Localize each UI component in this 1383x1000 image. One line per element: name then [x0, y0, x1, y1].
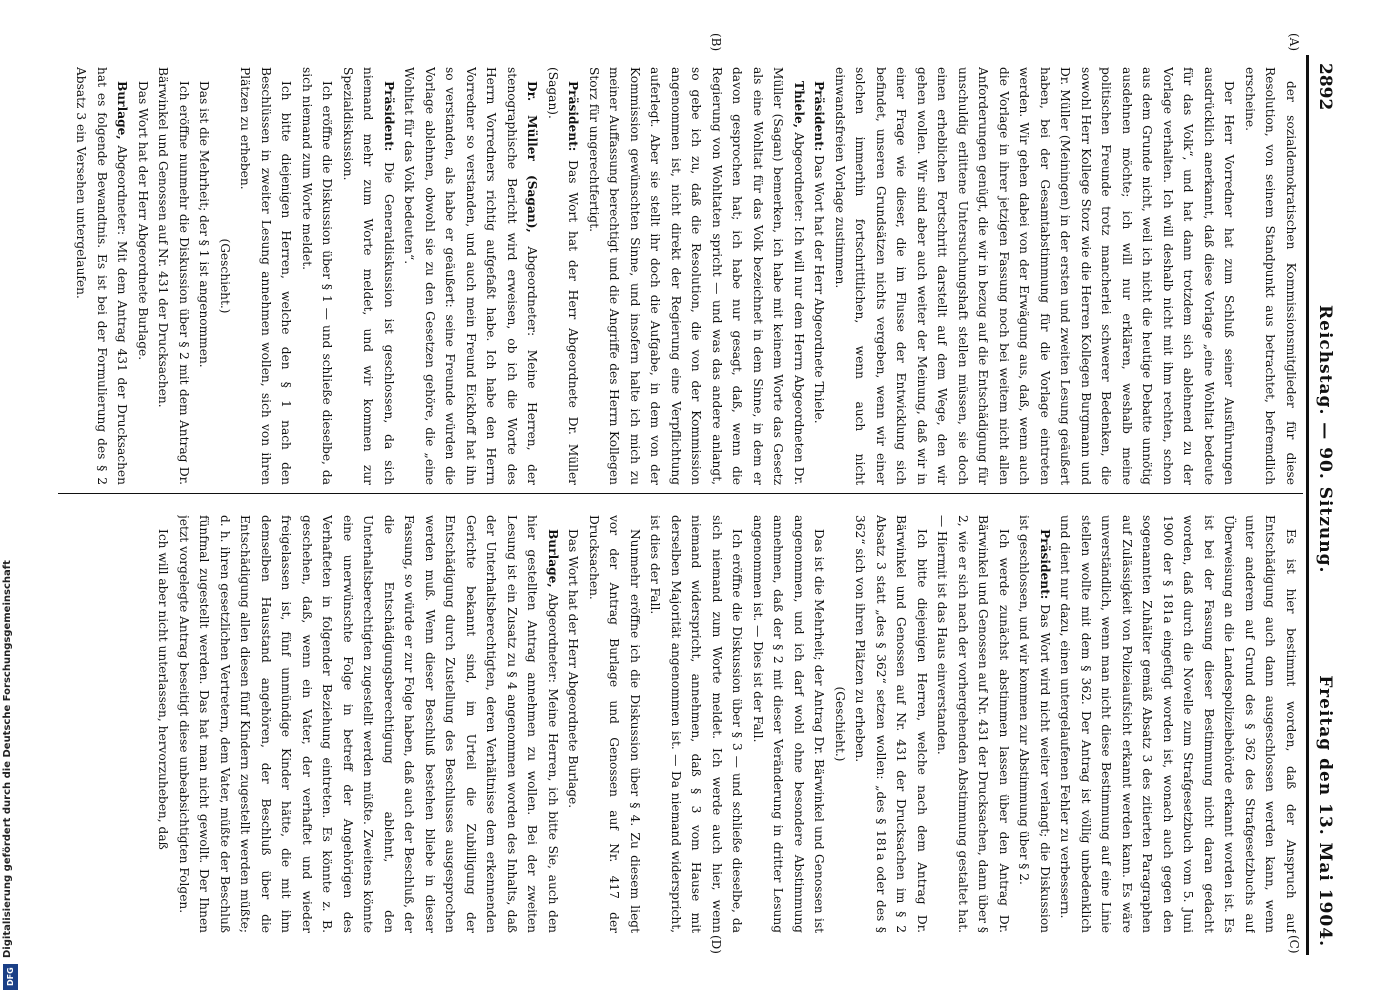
speaker-name: Präsident: [1038, 529, 1052, 600]
paragraph-text: Nunmehr eröffne ich die Diskussion über § 4. Zu diesem liegt vor der Antrag Burlage und Genossen auf Nr. 417 der Drucksachen. [587, 515, 642, 933]
paragraph-text: Ich eröffne die Diskussion über § 1 — und schließe dieselbe, da sich niemand zum Worte meldet. [300, 67, 335, 485]
paragraph [830, 515, 851, 933]
paragraph [235, 67, 297, 485]
speaker-name: Burlage, [546, 529, 560, 588]
rotated-document-page [53, 33, 1343, 955]
paragraph-text: Das Wort hat der Herr Abgeordnete Burlage. [136, 81, 150, 361]
paragraph [338, 67, 400, 485]
paragraph-text: Es ist hier bestimmt worden, daß der Anspruch auf Entschädigung auch dann ausgeschlossen werden kann, wenn unter anderem auf Grund des § 362 des Strafgesetzbuchs auf Überweisung an die Landespolizeibehörde erkannt worden ist. Es ist bei der Fassung dieser Bestimmung nicht daran gedacht worden, daß durch die Novelle zum Strafgesetzbuch vom 5. Juni 1900 der § 181a eingefügt worden ist, wonach auch gegen den sogenannten Zuhälter gemäß Absatz 3 des zitierten Paragraphen auf Zulässigkeit von Polizeiaufsicht erkannt werden kann. Es wäre unverständlich, wenn man nicht diese Bestimmung auf eine Linie stellen wollte mit dem § 362. Der Antrag ist völlig unbedenklich und dient nur dazu, einen untergelaufenen Fehler zu verbessern. [1058, 515, 1298, 933]
paragraph-text: Abgeordneter: Meine Herren, ich bitte Sie, auch den hier gestellten Antrag annehmen zu wollen. Bei der zweiten Lesung ist ein Zusatz zu § 4 angenommen worden des Inhalts, daß der Unterhaltsberechtigten, deren Verhältnisse dem erkennenden Gerichte bekannt sind, im Urteil die Zubilligung der Entschädigung durch Zustellung des Beschlusses ausgesprochen werden muß. Wenn dieser Beschluß bestehen bliebe in dieser Fassung, so würde er zur Folge haben, daß auch der Beschluß, der die Entschädigungsberechtigung ablehnt, den Unterhaltsberechtigten zugestellt werden müßte. Zweitens könnte eine unerwünschte Folge in betreff der Angehörigen des Verhafteten in folgender Beziehung eintreten. Es könnte z. B. geschehen, daß, wenn ein Vater, der verhaftet und wieder freigelassen ist, fünf unmündige Kinder hätte, die mit ihm demselben Hausstand angehören, der Beschluß über die Entschädigung allen diesen fünf Kindern zugestellt werden müßte; d. h. ihren gesetzlichen Vertretern, dem Vater, müßte der Beschluß fünfmal zugestellt werden. Das hat man nicht gewollt. Der Ihnen jetzt vorgelegte Antrag beseitigt diese unbeabsichtigten Folgen. [177, 515, 560, 933]
paragraph [809, 67, 830, 485]
paragraph [563, 515, 584, 933]
paragraph [932, 515, 1014, 933]
paragraph-text: Das Wort hat der Herr Abgeordnete Dr. Müller (Sagan). [546, 67, 581, 485]
paragraph-text: Das Wort hat der Herr Abgeordnete Burlage. [566, 529, 581, 809]
digitization-footer [2, 560, 20, 993]
speaker-name: Präsident: [566, 81, 581, 152]
page-number: 2892 [1315, 63, 1335, 111]
paragraph [830, 67, 1240, 485]
page-header [1306, 55, 1343, 955]
funding-credit: Digitalisierung gefördert durch die Deutsche Forschungsgemeinschaft [2, 560, 13, 958]
paragraph [1240, 67, 1302, 485]
paragraph [71, 67, 133, 485]
paragraph [153, 515, 174, 933]
paragraph [543, 67, 584, 485]
paragraph-text: Abgeordneter: Mit dem Antrag 431 der Drucksachen hat es folgende Bewandtnis. Es ist bei der Formulierung des § 2 Absatz 3 ein Versehen untergelaufen. [74, 67, 130, 485]
paragraph-text: (Geschieht.) [833, 686, 847, 762]
paragraph [174, 515, 564, 933]
paragraph-text: Ich eröffne nunmehr die Diskussion über § 2 mit dem Antrag Dr. Bärwinkel und Genossen auf Nr. 431 der Drucksachen. [156, 67, 191, 485]
paragraph-text: Der Herr Vorredner hat zum Schluß seiner Ausführungen ausdrücklich anerkannt, daß diese Vorlage „eine Wohltat bedeute für das Volk“, und hat dann trotzdem sich ablehnend zu der Vorlage verhalten. Ich will deshalb nicht mit ihm rechten, schon aus dem Grunde nicht, weil ich nicht die heutige Debatte unnötig ausdehnen möchte; ich will nur erklären, weshalb meine politischen Freunde trotz mancherlei schwerer Bedenken, die sowohl Herr Kollege Storz wie die Herren Kollegen Burgmann und Dr. Müller (Meiningen) in der ersten und zweiten Lesung geäußert haben, bei der Gesamtabstimmung für die Vorlage eintreten werden. Wir gehen dabei von der Erwägung aus, daß, wenn auch die Vorlage in ihrer jetzigen Fassung noch bei weitem nicht allen Anforderungen genügt, die wir in bezug auf die Entschädigung für unschuldig erlittene Untersuchungshaft stellen müssen, sie doch einen erheblichen Fortschritt darstellt auf dem Wege, den wir gehen wollen. Wir sind aber auch weiter der Meinung, daß wir in einer Frage wie dieser, die im Flusse der Entwicklung sich befindet, unseren Grundsätzen nichts vergeben, wenn wir einer solchen immerhin fortschrittlichen, wenn auch nicht einwandsfreien Vorlage zustimmen. [833, 67, 1237, 485]
column-divider [58, 493, 1303, 494]
paragraph-text: (Geschieht.) [218, 238, 232, 314]
paragraph [215, 67, 236, 485]
paragraph-text: Das Wort hat der Herr Abgeordnete Thiele. [812, 155, 827, 424]
paragraph-text: Ich bitte diejenigen Herren, welche nach dem Antrag Dr. Bärwinkel und Genossen auf Nr. 431 der Drucksachen im § 2 Absatz 3 statt „des § 362“ setzen wollen: „des § 181a oder des § 362“ sich von ihren Plätzen zu erheben. [853, 515, 929, 933]
paragraph [850, 515, 932, 933]
paragraph [1014, 515, 1055, 933]
paragraph [748, 515, 830, 933]
paragraph [584, 67, 810, 485]
paragraph-text: Das ist die Mehrheit; der Antrag Dr. Bärwinkel und Genossen ist angenommen, und ich darf wohl ohne besondere Abstimmung annehmen, daß der § 2 mit dieser Veränderung in dritter Lesung angenommen ist. — Dies ist der Fall. [751, 515, 827, 933]
margin-marker-a: (A) [1287, 33, 1301, 52]
paragraph-text: Die Generaldiskussion ist geschlossen, da sich niemand mehr zum Worte meldet, und wir kommen zur Spezialdiskussion. [341, 67, 396, 485]
paragraph [645, 515, 748, 933]
speaker-name: Burlage, [115, 81, 130, 140]
speaker-name: Präsident: [812, 81, 827, 152]
paragraph-text: Ich will aber nicht unterlassen, hervorzuheben, daß [156, 529, 171, 850]
speaker-name: Dr. Müller (Sagan), [525, 81, 540, 233]
paragraph [153, 67, 194, 485]
paragraph [297, 67, 338, 485]
session-date: Freitag den 13. Mai 1904. [1315, 675, 1335, 947]
paragraph [1055, 515, 1301, 933]
paragraph-text: Abgeordneter: Meine Herren, der stenographische Bericht wird erweisen, ob ich die Worte des Herrn Vorredners richtig aufgefaßt habe. Ich habe den Herrn Vorredner so verstanden, und auch mein Freund Eickhoff hat ihn so verstanden, als habe er geäußert: seine Freunde würden die Vorlage ablehnen, obwohl sie zu den Gesetzen gehöre, die „eine Wohltat für das Volk bedeuten“. [402, 67, 540, 485]
paragraph-text: Ich bitte diejenigen Herren, welche den § 1 nach den Beschlüssen in zweiter Lesung annehmen wollen, sich von ihren Plätzen zu erheben. [238, 67, 294, 485]
paragraph-text: Ich werde zunächst abstimmen lassen über den Antrag Dr. Bärwinkel und Genossen auf Nr. 431 der Drucksachen, dann über § 2, wie er sich nach der vorhergehenden Abstimmung gestaltet hat. — Hiermit ist das Haus einverstanden. [935, 515, 1011, 933]
left-text-column [61, 67, 1301, 485]
right-text-column [61, 515, 1301, 933]
speaker-name: Präsident: [382, 81, 396, 152]
paragraph [194, 67, 215, 485]
paragraph [584, 515, 646, 933]
margin-marker-b: (B) [709, 33, 723, 52]
margin-marker-d: (D) [709, 935, 723, 954]
speaker-name: Thiele, [792, 81, 806, 128]
dfg-logo: DFG [3, 964, 18, 990]
running-title: Reichstag. — 90. Sitzung. [1315, 305, 1335, 574]
paragraph-text: Ich eröffne die Diskussion über § 3 — und schließe dieselbe, da sich niemand zum Worte meldet. Ich werde auch hier, wenn niemand widerspricht, annehmen, daß § 3 vom Hause mit derselben Majorität angenommen ist. — Da niemand widerspricht, ist dies der Fall. [648, 515, 745, 933]
margin-marker-c: (C) [1287, 935, 1301, 954]
paragraph-text: der sozialdemokratischen Kommissionsmitglieder für diese Resolution, von seinem Standpunkt aus betrachtet, befremdlich erscheine. [1243, 67, 1298, 485]
paragraph [133, 67, 154, 485]
paragraph-text: Das ist die Mehrheit; der § 1 ist angenommen. [197, 81, 212, 368]
paragraph [399, 67, 543, 485]
paragraph-text: Das Wort wird nicht weiter verlangt; die Diskussion ist geschlossen, und wir kommen zur Abstimmung über § 2. [1017, 515, 1052, 933]
paragraph-text: Abgeordneter: Ich will nur dem Herrn Abgeordneten Dr. Müller (Sagan) bemerken, ich habe mit keinem Worte das Gesetz als eine Wohltat für das Volk bezeichnet in dem Sinne, in dem er davon gesprochen hat; ich habe nur gesagt, daß, wenn die Regierung von Wohltaten spricht — und was das andere anlangt, so gebe ich zu, daß die Resolution, die von der Kommission angenommen ist, nicht direkt der Regierung eine Verpflichtung auferlegt. Aber sie stellt ihr doch die Aufgabe, in dem von der Kommission gewünschten Sinne, und insofern halte ich mich zu meiner Auffassung berechtigt und die Angriffe des Herrn Kollegen Storz für ungerechtfertigt. [587, 67, 806, 485]
